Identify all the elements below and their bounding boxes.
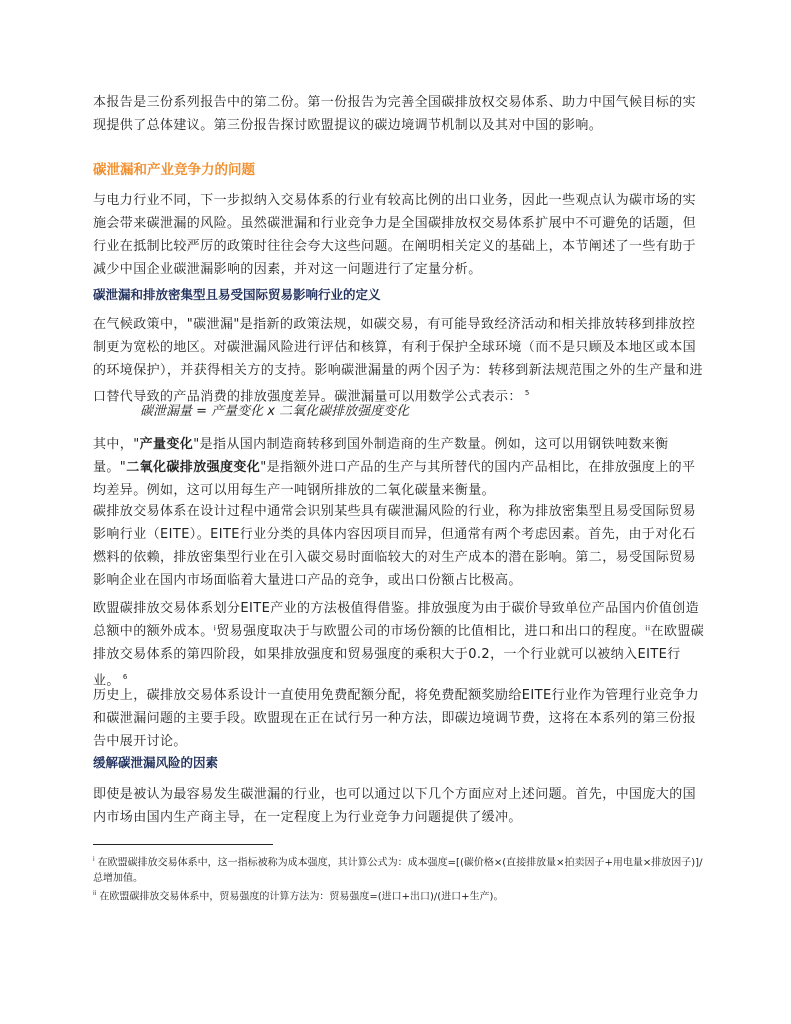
eu-eite-text: 欧盟碳排放交易体系划分EITE产业的方法极值得借鉴。排放强度为由于碳价导致单位产品国内价值创造总额中的额外成本。ⁱ贸易强度取决于与欧盟公司的市场份额的比值相比，进口和出口的程度。ⁱⁱ在欧盟碳排放交易体系的第四阶段，如果排放强度和贸易强度的乘积大于0.2，一个行业就可以被纳入EITE行业。 (93, 601, 705, 689)
footnote-text: 在欧盟碳排放交易体系中，这一指标被称为成本强度，其计算公式为：成本强度=[(碳价格×(直接排放量×拍卖因子+用电量×排放因子)]/总增加值。 (93, 857, 703, 885)
footnote-mark: i (93, 856, 95, 863)
history-paragraph: 历史上，碳排放交易体系设计一直使用免费配额分配，将免费配额奖励给EITE行业作为管理行业竞争力和碳泄漏问题的主要手段。欧盟现在正在试行另一种方法，即碳边境调节费，这将在本系列的第三份报告中展开讨论。 (93, 688, 700, 749)
subsection-heading-mitigation: 缓解碳泄漏风险的因素 (93, 755, 219, 770)
footnote-text: 在欧盟碳排放交易体系中，贸易强度的计算方法为：贸易强度=(进口+出口)/(进口+生产)。 (99, 891, 504, 903)
leakage-formula: 碳泄漏量 = 产量变化 x 二氧化碳排放强度变化 (140, 404, 410, 419)
section-heading-carbon-leakage: 碳泄漏和产业竞争力的问题 (93, 162, 255, 178)
subsection-heading-definition: 碳泄漏和排放密集型且易受国际贸易影响行业的定义 (93, 287, 381, 302)
eite-paragraph: 碳排放交易体系在设计过程中通常会识别某些具有碳泄漏风险的行业，称为排放密集型且易受国际贸易影响行业（EITE）。EITE行业分类的具体内容因项目而异，但通常有两个考虑因素。首先，由于对化石燃料的依赖，排放密集型行业在引入碳交易时面临较大的对生产成本的潜在影响。第二，易受国际贸易影响企业在国内市场面临着大量进口产品的竞争，或出口份额占比极高。 (93, 504, 697, 588)
term-emission-intensity-change: 二氧化碳排放强度变化 (126, 460, 261, 475)
terms-paragraph (93, 433, 705, 502)
footnote-ref-6: 6 (122, 673, 128, 681)
section-intro-paragraph: 与电力行业不同，下一步拟纳入交易体系的行业有较高比例的出口业务，因此一些观点认为碳市场的实施会带来碳泄漏的风险。虽然碳泄漏和行业竞争力是全国碳排放权交易体系扩展中不可避免的话题，但行业在抵制比较严厉的政策时往往会夸大这些问题。在阐明相关定义的基础上，本节阐述了一些有助于减少中国企业碳泄漏影响的因素，并对这一问题进行了定量分析。 (93, 193, 697, 277)
terms-lead: 其中，" (93, 437, 140, 452)
footnote-ref-5: 5 (524, 389, 530, 397)
definition-paragraph (93, 313, 705, 408)
eu-eite-paragraph (93, 597, 705, 692)
terms-rest: "是指额外进口产品的生产与其所替代的国内产品相比，在排放强度上的平均差异。例如，这可以用每生产一吨钢所排放的二氧化碳量来衡量。 (93, 460, 696, 498)
intro-paragraph: 本报告是三份系列报告中的第二份。第一份报告为完善全国碳排放权交易体系、助力中国气候目标的实现提供了总体建议。第三份报告探讨欧盟提议的碳边境调节机制以及其对中国的影响。 (93, 95, 697, 133)
footnote-1 (93, 852, 705, 887)
terms-mid: "是指从国内制造商转移到国外制造商的生产数量。例如，这可以用钢铁吨数来衡量。" (93, 437, 669, 475)
term-output-change: 产量变化 (139, 437, 194, 452)
footnote-2 (93, 886, 705, 905)
definition-text: 在气候政策中，"碳泄漏"是指新的政策法规，如碳交易，有可能导致经济活动和相关排放转移到排放控制更为宽松的地区。对碳泄漏风险进行评估和核算，有利于保护全球环境（而不是只顾及本地区或本国的环境保护），并获得相关方的支持。影响碳泄漏量的两个因子为：转移到新法规范围之外的生产量和进口替代导致的产品消费的排放强度差异。碳泄漏量可以用数学公式表示： (93, 317, 703, 405)
footnote-mark: ii (93, 890, 97, 897)
mitigation-paragraph: 即使是被认为最容易发生碳泄漏的行业，也可以通过以下几个方面应对上述问题。首先，中国庞大的国内市场由国内生产商主导，在一定程度上为行业竞争力问题提供了缓冲。 (93, 787, 697, 825)
footnote-divider (93, 844, 273, 845)
